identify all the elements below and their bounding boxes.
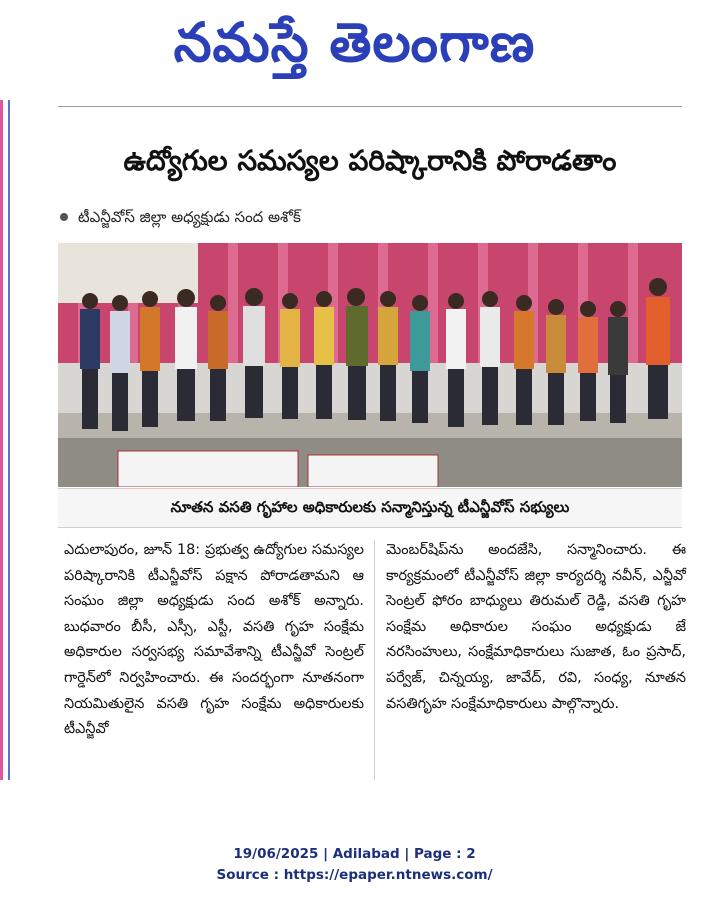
footer-source-link[interactable]: Source : https://epaper.ntnews.com/ [216,867,493,883]
article-photo [58,243,682,487]
photo-caption: నూతన వసతి గృహాల అధికారులకు సన్మానిస్తున్న టీఎన్జీవోస్ సభ్యులు [58,488,682,528]
masthead-rule [58,106,682,107]
article-subhead-text: టీఎన్జీవోస్ జిల్లా అధ్యక్షుడు సంద అశోక్ [78,208,301,226]
footer-edition-info: 19/06/2025 | Adilabad | Page : 2 [233,846,476,862]
article-body-right-column [386,538,686,717]
chair-left [118,451,298,487]
article-body-left-column [64,538,364,743]
wall-left [58,243,198,303]
article-headline: ఉద్యోగుల సమస్యల పరిష్కారానికి పోరాడతాం [123,144,617,177]
column-divider [374,540,375,780]
article-body-left-text: ఎదులాపురం, జూన్ 18: ప్రభుత్వ ఉద్యోగుల సమస్యల పరిష్కారానికి టీఎన్జీవోస్ పక్షాన పోరాడతామని ఆ సంఘం జిల్లా అధ్యక్షుడు సంద అశోక్ అన్నారు. బుధవారం బీసీ, ఎస్సీ, ఎస్టీ, వసతి గృహ సంక్షేమ అధికారుల సర్వసభ్య సమావేశాన్ని టీఎన్జీవో సెంట్రల్ గార్డెన్‌లో నిర్వహించారు. ఈ సందర్భంగా నూతనంగా నియమితులైన వసతి గృహ సంక్షేమ అధికారులకు టీఎన్జీవో [64,542,364,738]
page-edge-blue-stripe [8,100,10,780]
page-edge-pink-stripe [0,100,3,780]
article-body-right-text: మెంబర్‌షిప్‌ను అందజేసి, సన్మానించారు. ఈ కార్యక్రమంలో టీఎన్జీవోస్ జిల్లా కార్యదర్శి నవీన్, ఎన్జీవో సెంట్రల్ ఫోరం బాధ్యులు తిరుమల్ రెడ్డి, వసతి గృహ సంక్షేమ అధికారుల సంఘం అధ్యక్షుడు జే నరసింహులు, సంక్షేమాధికారులు సుజాత, ఓం ప్రసాద్, పర్వేజ్, చిన్నయ్య, జావేద్, రవి, సంధ్య, నూతన వసతిగృహ సంక్షేమాధికారులు పాల్గొన్నారు. [386,542,686,712]
group-photo-illustration [58,243,682,487]
newspaper-masthead: నమస్తే తెలంగాణ [173,11,536,74]
chair-right [308,455,438,487]
article-subhead [58,207,678,227]
bullet-icon [60,213,68,221]
